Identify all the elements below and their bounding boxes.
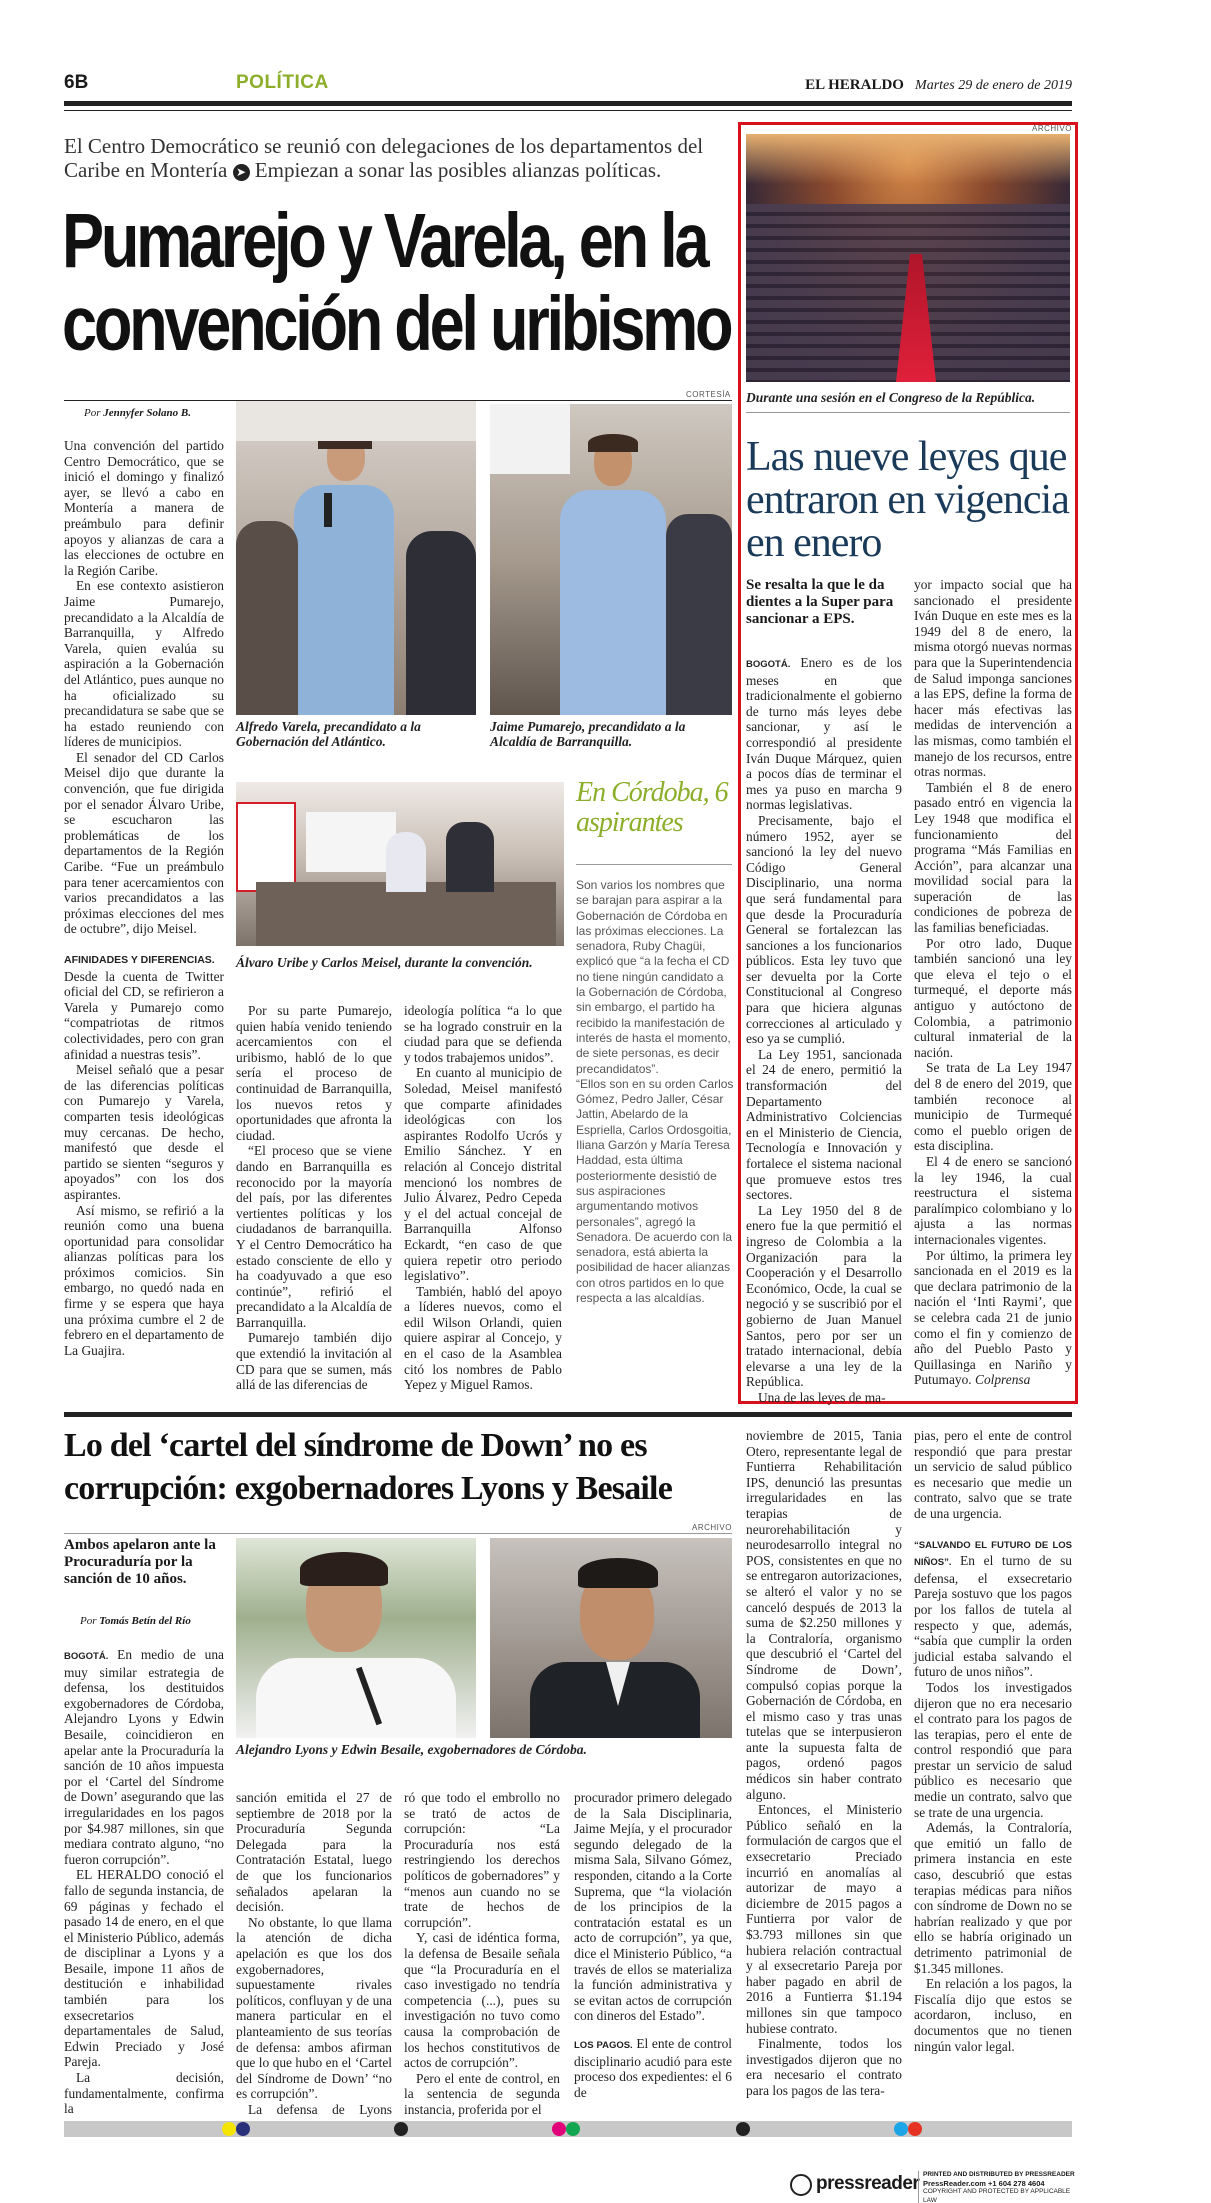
paragraph: “El proceso que se viene dando en Barranquilla es reconocido por la mayoría del país, por las diferentes vertientes políticas y los ciudadanos de barranquilla. Y el Centro Democrático ha estado consciente de ello y ha coadyuvado a que eso continúe”, refirió el precandidato a la Alcaldía de Barranquilla. bbox=[236, 1143, 392, 1330]
paragraph: BOGOTÁ. Enero es de los meses en que tradicionalmente el gobierno de turno más leyes debe sancionar, y así le correspondió al presidente Iván Duque Márquez, quien a pocos días de terminar el mes ya puso en marcha 9 normas legislativas. bbox=[746, 655, 902, 813]
paragraph: Y, casi de idéntica forma, la defensa de Besaile señala que “la Procuraduría en el caso investigado no tendría competencia (...), pues su investigación no tuvo como causa la comprobación de los hechos constitutivos de actos de corrupción”. bbox=[404, 1930, 560, 2071]
story3-column-4 bbox=[574, 1790, 732, 2100]
registration-dot bbox=[552, 2122, 566, 2136]
header-rule-thin bbox=[64, 110, 1072, 111]
story-separator bbox=[64, 1412, 1072, 1417]
header-rule bbox=[64, 101, 1072, 106]
story3-headline: Lo del ‘cartel del síndrome de Down’ no es corrupción: exgobernadores Lyons y Besaile bbox=[64, 1427, 672, 1507]
paragraph: La decisión, fundamentalmente, confirma la bbox=[64, 2070, 224, 2117]
photo-uribe-meisel bbox=[236, 782, 564, 946]
pressreader-info: PRINTED AND DISTRIBUTED BY PRESSREADER PressReader.com +1 604 278 4604 COPYRIGHT AND PROTECTED BY APPLICABLE LAW bbox=[918, 2171, 1078, 2203]
paragraph: Pumarejo también dijo que extendió la invitación al CD para que se sumen, más allá de las diferencias de bbox=[236, 1330, 392, 1393]
story2-column-1 bbox=[746, 655, 902, 1406]
registration-dot bbox=[236, 2122, 250, 2136]
arrow-right-icon: ➤ bbox=[233, 164, 250, 181]
paragraph: yor impacto social que ha sancionado el presidente Iván Duque en este mes es la 1949 del 8 de enero, la misma otorgó nuevas normas para que la Superintendencia de Salud imponga sanciones a las EPS, define la forma de hacer más efectivas las medidas de intervención a las mismas, como también el manejo de los recursos, entre otras normas. bbox=[914, 577, 1072, 780]
photo-congress-session bbox=[746, 134, 1070, 382]
story3-headline-rule bbox=[64, 1533, 732, 1534]
page-header bbox=[64, 70, 1072, 96]
paragraph: Entonces, el Ministerio Público señaló en la formulación de cargos que el exsecretario Preciado incurrió en anomalías al autorizar de mayo a diciembre de 2015 pagos a Funtierra por valor de $3.793 millones sin que hubiera relación contractual y al exsecretario Pareja por haber pagado en abril de 2016 a Funtierra $1.194 millones sin que tampoco hubiese contrato. bbox=[746, 1802, 902, 2036]
story2-photo-credit: ARCHIVO bbox=[1032, 124, 1072, 133]
paragraph: Pero el ente de control, en la sentencia de segunda instancia, proferida por el bbox=[404, 2070, 560, 2117]
paragraph: sanción emitida el 27 de septiembre de 2018 por la Procuraduría Segunda Delegada para la Contratación Estatal, luego de que los funcionarios señalados apelaran la decisión. bbox=[236, 1790, 392, 1915]
sidebar-title: En Córdoba, 6 aspirantes bbox=[576, 777, 728, 838]
story3-column-3 bbox=[404, 1790, 560, 2117]
issue-date: Martes 29 de enero de 2019 bbox=[915, 78, 1072, 93]
pressreader-logo: pressreader bbox=[816, 2173, 920, 2194]
story3-caption: Alejandro Lyons y Edwin Besaile, exgobernadores de Córdoba. bbox=[236, 1742, 587, 1757]
paragraph: Además, la Contraloría, que emitió un fallo de primera instancia en este caso, descubrió que estas terapias médicas para niños con síndrome de Down no se habrían realizado y que por ello se habría originado un detrimento patrimonial de $1.345 millones. bbox=[914, 1820, 1072, 1976]
registration-dot bbox=[908, 2122, 922, 2136]
registration-dot bbox=[566, 2122, 580, 2136]
paragraph: pias, pero el ente de control respondió que para prestar un servicio de salud público es necesario que medie un contrato, salvo que se trate de una urgencia. bbox=[914, 1428, 1072, 1521]
speaker-figure bbox=[294, 433, 394, 715]
caption-uribe-meisel: Álvaro Uribe y Carlos Meisel, durante la convención. bbox=[236, 955, 533, 970]
page-number: 6B bbox=[64, 72, 89, 93]
paragraph: Se trata de La Ley 1947 del 8 de enero del 2019, que también reconoce al municipio de Turmequé como el pueblo origen de esta disciplina. bbox=[914, 1060, 1072, 1154]
story1-deck: El Centro Democrático se reunió con delegaciones de los departamentos del Caribe en Montería ➤ Empiezan a sonar las posibles alianzas políticas. bbox=[64, 134, 704, 182]
paragraph: Por último, la primera ley sancionada en el 2019 es la que declara patrimonio de la nación el ‘Inti Raymi’, que se celebra cada 21 de junio como el fin y comienzo de año del Pueblo Pasto y Quillasinga en Nariño y Putumayo. Colprensa bbox=[914, 1247, 1072, 1388]
paragraph: BOGOTÁ. En medio de una muy similar estrategia de defensa, los destituidos exgobernadores de Córdoba, Alejandro Lyons y Edwin Besaile, coincidieron en apelar ante la Procuraduría la sanción de 10 años impuesta por el ‘Cartel del Síndrome de Down’ asegurando que las irregularidades en los pagos por $4.987 millones, sin que mediara contrato alguno, “no fueron corrupción”. bbox=[64, 1647, 224, 1867]
paragraph: Precisamente, bajo el número 1952, ayer se sancionó la ley del nuevo Código General Disciplinario, una norma que será fundamental para que desde la Procuraduría General se fortalezcan las sanciones a los funcionarios públicos. Esta ley tuvo que ser devuelta por la Corte Constitucional al Congreso para que hiciera algunas correcciones al articulado y eso ya se cumplió. bbox=[746, 812, 902, 1047]
caption-pumarejo: Jaime Pumarejo, precandidato a la Alcaldía de Barranquilla. bbox=[490, 719, 686, 749]
paragraph: También, habló del apoyo a líderes nuevos, como el edil Wilson Orlandi, quien quiere aspirar al Concejo, y en el caso de la Asamblea citó los nombres de Pablo Yepez y Miguel Ramos. bbox=[404, 1283, 562, 1393]
story2-column-2 bbox=[914, 577, 1072, 1388]
paragraph: La defensa de Lyons bbox=[248, 2101, 392, 2117]
paragraph: En cuanto al municipio de Soledad, Meisel manifestó que comparte afinidades ideológicas con los aspirantes Rodolfo Ucrós y Emilio Sánchez. Y en relación al Concejo distrital mencionó los nombres de Julio Álvarez, Pedro Cepeda y el del actual concejal de Barranquilla Alfonso Eckardt, “en caso de que quiera repetir otro periodo legislativo”. bbox=[404, 1065, 562, 1284]
story2-caption: Durante una sesión en el Congreso de la República. bbox=[746, 390, 1036, 405]
story3-column-2 bbox=[236, 1790, 392, 2133]
section-label: POLÍTICA bbox=[236, 72, 329, 93]
paragraph: Meisel señaló que a pesar de las diferencias políticas con Pumarejo y Varela, comparten tesis ideológicas muy cercanas. De hecho, manifestó que desde el partido se sienten “seguros y apoyados” con los dos aspirantes. bbox=[64, 1062, 224, 1202]
story2-deck: Se resalta la que le da dientes a la Super para sancionar a EPS. bbox=[746, 577, 894, 627]
paragraph: noviembre de 2015, Tania Otero, representante legal de Funtierra Rehabilitación IPS, denunció las presuntas irregularidades en las terapias de neurorehabilitación y neurodesarrollo integral no POS, consistentes en que no se entregaron autorizaciones, se alteró el valor y no se canceló después de 2013 la suma de $2.250 millones y la Contraloría, organismo que descubrió el ‘Cartel del Síndrome de Down’, compulsó copias porque la Gobernación de Córdoba, en el mismo caso y tras unas tutelas que se interpusieron ante la supuesta falta de pagos, ordenó pagos médicos sin haber contrato alguno. bbox=[746, 1428, 902, 1802]
paper-name: EL HERALDO bbox=[805, 77, 904, 93]
photo-alfredo-varela bbox=[236, 401, 476, 715]
paragraph: El senador del CD Carlos Meisel dijo que durante la convención, que fue dirigida por el senador Álvaro Uribe, se escucharon las problemáticas de los departamentos de la Región Caribe. “Fue un preámbulo para tener acercamientos con varios precandidatos a las próximas elecciones del mes de octubre”, dijo Meisel. bbox=[64, 749, 224, 937]
photo-alejandro-lyons bbox=[236, 1538, 476, 1738]
pressreader-logo-icon bbox=[790, 2174, 812, 2196]
paragraph: La Ley 1950 del 8 de enero fue la que permitió el ingreso de Colombia a la Organización para la Cooperación y el Desarrollo Económico, Ocde, la cual se negoció y se suscribió por el gobierno de Juan Manuel Santos, pero por ser un tratado internacional, debía elevarse a una ley de la República. bbox=[746, 1202, 902, 1390]
story2-caption-rule bbox=[746, 412, 1070, 413]
paragraph: “Ellos son en su orden Carlos Gómez, Pedro Jaller, César Jattin, Abelardo de la Espriella, Carlos Ordosgoitia, Iliana Garzón y María Teresa Haddad, esta última posteriormente desistió de sus aspiraciones argumentando motivos personales”, agregó la Senadora. De acuerdo con la senadora, está abierta la posibilidad de hacer alianzas con otros partidos en lo que respecta a las alcaldías. bbox=[576, 1076, 734, 1306]
story3-byline: Por Tomás Betín del Río bbox=[80, 1615, 191, 1627]
story1-column-2 bbox=[236, 1003, 392, 1393]
sidebar-body bbox=[576, 878, 734, 1306]
subhead: AFINIDADES Y DIFERENCIAS. bbox=[64, 954, 215, 966]
signoff: Colprensa bbox=[975, 1372, 1031, 1388]
registration-dot bbox=[222, 2122, 236, 2136]
story1-column-1 bbox=[64, 438, 224, 1358]
paragraph: ró que todo el embrollo no se trató de actos de corrupción: “La Procuraduría nos está restringiendo los derechos políticos de gobernadores” y “menos aun cuando no se trate de hechos de corrupción”. bbox=[404, 1790, 560, 1930]
story3-column-6 bbox=[914, 1428, 1072, 2054]
story3-column-1 bbox=[64, 1647, 224, 2117]
paragraph: Una de las leyes de ma- bbox=[758, 1389, 886, 1405]
story1-headline: Pumarejo y Varela, en la convención del uribismo bbox=[62, 198, 731, 367]
paragraph: La Ley 1951, sancionada el 24 de enero, permitió la transformación del Departamento Administrativo Colciencias en el Ministerio de Ciencia, Tecnología e Innovación y fortalece el sistema nacional que promueve estos tres sectores. bbox=[746, 1046, 902, 1203]
paragraph: Así mismo, se refirió a la reunión como una buena oportunidad para consolidar alianzas políticas para los próximos comicios. Sin embargo, no quedó nada en firme y se espera que haya una próxima cumbre el 2 de febrero en el departamento de La Guajira. bbox=[64, 1202, 224, 1358]
subhead: “SALVANDO EL FUTURO DE LOS NIÑOS”. En el turno de su defensa, el exsecretario Pareja sostuvo que los pagos por los fallos de tutela al respecto y que, además, “sabía que cumplir la orden judicial estaba salvando el futuro de unos niños”. bbox=[914, 1539, 1072, 1680]
paragraph: Por su parte Pumarejo, quien había venido teniendo acercamientos con el uribismo, habló de lo que sería el proceso de continuidad de Barranquilla, los nuevos retos y oportunidades que afronta la ciudad. bbox=[236, 1003, 392, 1143]
paragraph: LOS PAGOS. El ente de control disciplinario acudió para este proceso dos expedientes: el 6 de bbox=[574, 2035, 732, 2100]
paragraph: En ese contexto asistieron Jaime Pumarejo, precandidato a la Alcaldía de Barranquilla, y Alfredo Varela, quien evalúa su aspiración a la Gobernación del Atlántico, pues aunque no ha oficializado su precandidatura se sabe que se ha estado reuniendo con líderes de municipios. bbox=[64, 578, 224, 750]
paper-dateline bbox=[805, 74, 1072, 94]
paragraph: Finalmente, todos los investigados dijeron que no era necesario el contrato para los pagos de las tera- bbox=[746, 2036, 902, 2098]
photo-edwin-besaile bbox=[490, 1538, 732, 1738]
pressreader-footer bbox=[790, 2171, 1080, 2203]
paragraph: También el 8 de enero pasado entró en vigencia la Ley 1948 que modifica el funcionamiento del programa “Más Familias en Acción”, para alcanzar una movilidad social para la superación de las condiciones de pobreza de las familias beneficiadas. bbox=[914, 779, 1072, 936]
paragraph: El 4 de enero se sancionó la ley 1946, la cual reestructura el sistema paralímpico colombiano y lo ajusta a las normas internacionales vigentes. bbox=[914, 1153, 1072, 1247]
paragraph: Por otro lado, Duque también sancionó una ley que eleva el tejo o el turmequé, el deporte más antiguo y autóctono de Colombia, a patrimonio cultural inmaterial de la nación. bbox=[914, 935, 1072, 1060]
paragraph: No obstante, lo que llama la atención de dicha apelación es que los dos exgobernadores, supuestamente rivales políticos, confluyan y de una manera particular en el planteamiento de sus teorías de defensa: ambos afirman que lo que hubo en el ‘Cartel del Síndrome de Down’ “no es corrupción”. bbox=[236, 1914, 392, 2102]
photo-jaime-pumarejo bbox=[490, 404, 732, 715]
registration-dot bbox=[736, 2122, 750, 2136]
story3-deck: Ambos apelaron ante la Procuraduría por la sanción de 10 años. bbox=[64, 1537, 216, 1587]
paragraph: EL HERALDO conoció el fallo de segunda instancia, de 69 páginas y fechado el pasado 14 de enero, en el que el Ministerio Público, además de disciplinar a Lyons y a Besaile, impone 11 años de destitución e inhabilidad también para los exsecretarios departamentales de Salud, Edwin Preciado y José Pareja. bbox=[64, 1867, 224, 2070]
paragraph: Son varios los nombres que se barajan para aspirar a la Gobernación de Córdoba en las próximas elecciones. La senadora, Ruby Chagüi, explicó que “a la fecha el CD no tiene ningún candidato a la Gobernación de Córdoba, sin embargo, el partido ha recibido la manifestación de interés de hasta el momento, de siete personas, es decir precandidatos”. bbox=[576, 878, 731, 1076]
paragraph: ideología política “a lo que se ha logrado construir en la ciudad para que se defienda y todos trabajemos unidos”. bbox=[404, 1003, 562, 1065]
caption-varela: Alfredo Varela, precandidato a la Gobernación del Atlántico. bbox=[236, 719, 421, 749]
story1-byline: Por Jennyfer Solano B. bbox=[84, 407, 191, 419]
story3-column-5 bbox=[746, 1428, 902, 2099]
paragraph: En relación a los pagos, la Fiscalía dijo que estos se acordaron, incluso, en documentos que no tienen ningún valor legal. bbox=[914, 1976, 1072, 2054]
print-color-bar bbox=[64, 2121, 1072, 2137]
paragraph: Desde la cuenta de Twitter oficial del CD, se refirieron a Varela y Pumarejo como “compatriotas de ritmos colectividades, pero con gran afinidad a nuestras tesis”. bbox=[64, 968, 224, 1062]
paragraph: Todos los investigados dijeron que no era necesario el contrato para los pagos de las terapias, pero el ente de control respondió que para prestar un servicio de salud público es necesario que medie un contrato, salvo que se trate de una urgencia. bbox=[914, 1679, 1072, 1820]
paragraph: procurador primero delegado de la Sala Disciplinaria, Jaime Mejía, y el procurador segundo delegado de la misma Sala, Silvano Gómez, responden, citando a la Corte Suprema, que “la violación de los principios de la contratación estatal es un acto de corrupción”, ya que, dice el Ministerio Público, “a través de ellos se materializa la función administrativa y se evitan actos de corrupción con dineros del Estado”. bbox=[574, 1790, 732, 2024]
story3-photo-credit: ARCHIVO bbox=[692, 1523, 732, 1532]
speaker-figure bbox=[560, 438, 666, 715]
sidebar-rule bbox=[576, 864, 732, 865]
story1-column-3 bbox=[404, 1003, 562, 1393]
registration-dot bbox=[894, 2122, 908, 2136]
registration-dot bbox=[394, 2122, 408, 2136]
story2-headline: Las nueve leyes que entraron en vigencia en enero bbox=[746, 434, 1069, 566]
story1-photo-credit: CORTESÍA bbox=[686, 390, 731, 399]
paragraph: Una convención del partido Centro Democrático, que se inició el domingo y finalizó ayer, se llevó a cabo en Montería a manera de preámbulo para definir apoyos y alianzas de cara a las elecciones de octubre en la Región Caribe. bbox=[64, 438, 224, 578]
